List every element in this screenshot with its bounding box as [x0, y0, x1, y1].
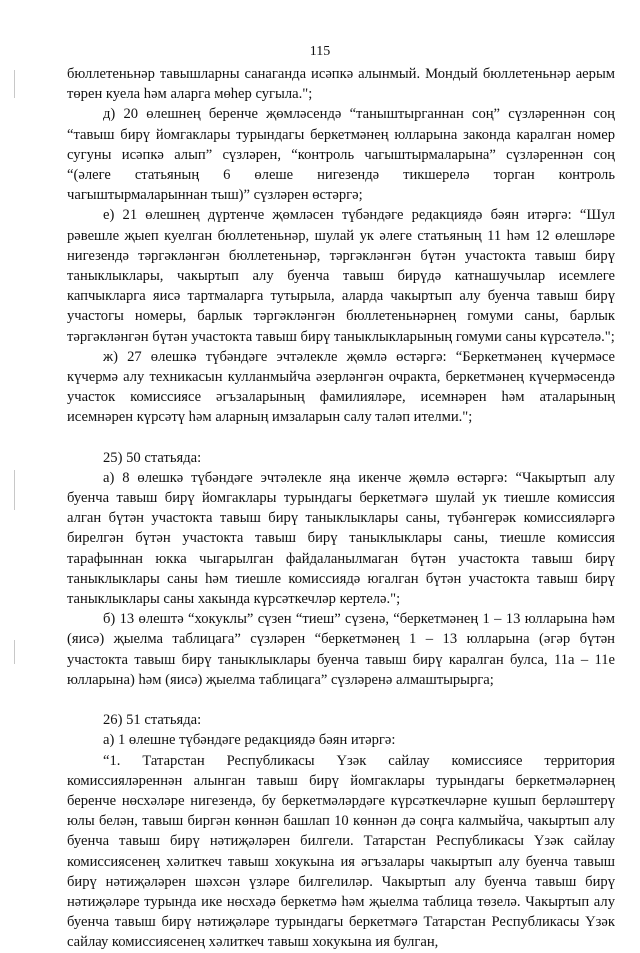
paragraph-item-zh: ж) 27 өлешкә түбәндәге эчтәлекле җөмлә өстәргә: “Беркетмәнең күчермәсе күчермә алу техникасын кулланмыйча әзерләнгән очракта, беркетмәнең күчермәсендә участок комиссиясе әгъзаларының фамилияләре, исемнәрен һәм аталарының исемнәрен күрсәтү һәм аларның имзаларын салу таләп ителми."; [67, 348, 615, 426]
paragraph-article-heading: 26) 51 статьяда: [103, 712, 202, 729]
scan-edge-mark [14, 70, 15, 98]
page-number: 115 [309, 44, 331, 59]
paragraph-item-a: а) 8 өлешкә түбәндәге эчтәлекле яңа икенче җөмлә өстәргә: “Чакыртып алу буенча тавыш бирү йомгаклары турындагы беркетмәгә шулай ук тиешле комиссия алган бүтән участокта тавыш бирү таныклыклары саны, түбәнгерәк комиссияләргә бирелгән бүтән участокта тавыш бирү таныклыклары саны, тиешле комиссия тарафыннан юкка чыгарылган файдаланылмаган бүтән участокта тавыш бирү таныклыклары саны һәм тиешле комиссиядә югалган бүтән участокта тавыш бирү таныклыклары саны хакында күрсәткечләр кертелә."; [67, 469, 615, 608]
scan-edge-mark [14, 470, 15, 510]
paragraph-item-b: б) 13 өлештә “хокуклы” сүзен “тиеш” сүзенә, “беркетмәнең 1 – 13 юлларына һәм (яисә) җыелма таблицага” сүзләрен “беркетмәнең 1 – 13 юлларына (әгәр бүтән участокта тавыш бирү таныклыклары буенча тавыш бирү каралган булса, 11а – 11е юлларына) һәм (яисә) җыелма таблицага” сүзләренә алмаштырырга; [67, 611, 615, 688]
paragraph-quoted-text: “1. Татарстан Республикасы Үзәк сайлау комиссиясе территория комиссияләреннән алынган тавыш бирү йомгаклары турындагы беркетмәләрнең беренче нөсхәләре нигезендә, бу беркетмәләрдәге күрсәткечләрне кушып берләштерү юлы белән, тавыш биргән көннән башлап 10 көннән дә соңга калмыйча, чакыртып алу буенча тавыш бирү нәтиҗәләрен билгели. Татарстан Республикасы Үзәк сайлау комиссиясенең хәлиткеч тавыш хокукына ия әгъзалары чакыртып алу буенча тавыш бирү нәтиҗәләрен шәхсән үзләре билгелиләр. Чакыртып алу буенча тавыш бирү нәтиҗәләре турында ике нөсхәдә беркетмә һәм җыелма таблица төзелә. Чакыртып алу буенча тавыш бирү нәтиҗәләре турындагы беркетмәгә Татарстан Республикасы Үзәк сайлау комиссиясенең хәлиткеч тавыш хокукына ия булган, [67, 752, 615, 951]
paragraph-continuation: бюллетеньнәр тавышларны санаганда исәпкә алынмый. Мондый бюллетеньнәр аерым төрен куела һәм аларга мөһер сугыла."; [67, 66, 615, 103]
paragraph-item-d: д) 20 өлешнең беренче җөмләсендә “таныштырганнан соң” сүзләреннән соң “тавыш бирү йомгаклары турындагы беркетмәнең юлларына законда каралган номер сугуны исәпкә алып” сүзләрен, “контроль чагыштырмаларына” сүзләреннән соң “(әлеге статьяның 6 өлеше нигезендә тикшерелә торган контроль чагыштырмаларыннан тыш)” сүзләрен өстәргә; [67, 106, 615, 204]
paragraph-item-a: а) 1 өлешне түбәндәге редакциядә бәян итәргә: [103, 732, 396, 749]
document-body [67, 64, 615, 953]
paragraph-article-heading: 25) 50 статьяда: [103, 449, 202, 466]
scan-edge-mark [14, 640, 15, 664]
paragraph-item-e: е) 21 өлешнең дүртенче җөмләсен түбәндәге редакциядә бәян итәргә: “Шул рәвешле җыеп куелган бюллетеньнәр, шулай ук әлеге статьяның 11 һәм 12 өлешләре нигезендә тәргәкләнгән бюллетеньнәр, тәргәкләнгән бүтән участокта тавыш бирү таныклыклары, чакыртып алу буенча тавыш бирүдә катнашучылар исемлеге капчыкларга яисә тартмаларга тутырыла, аларда чакыртып алу буенча тавыш бирү участогы номеры, барлык тәргәкләнгән бюллетеньнәрнең гомуми саны, барлык тәргәкләнгән бүтән участокта тавыш бирү таныклыкларының гомуми саны күрсәтелә."; [67, 207, 615, 345]
